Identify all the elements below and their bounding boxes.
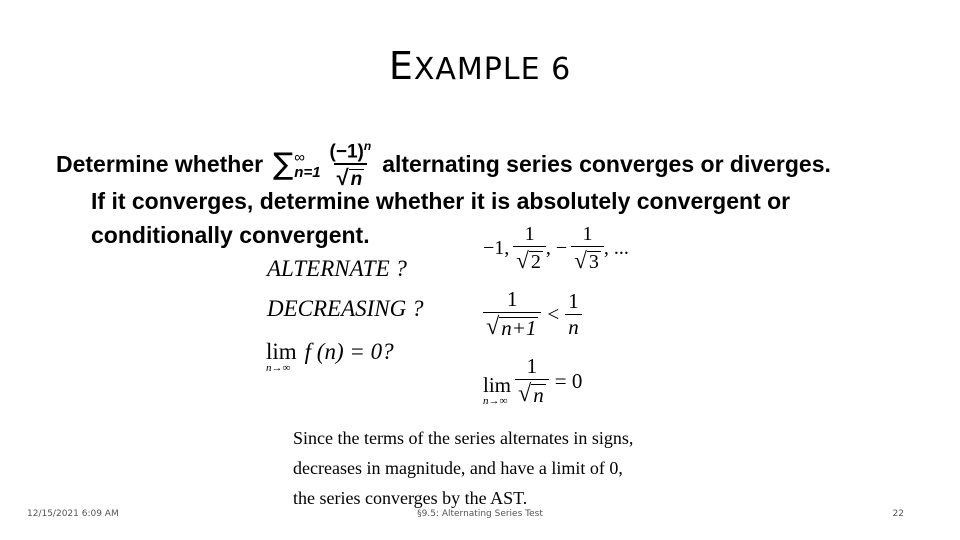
check-alternate: ALTERNATE ? [267, 256, 407, 281]
sigma-symbol: ∑ [273, 147, 294, 183]
check-limit-expr: f (n) = 0? [304, 339, 394, 364]
limit-result [483, 355, 582, 407]
inequality-right-num: 1 [568, 288, 579, 313]
terms-fraction-2: 1 √ 3 [571, 224, 604, 272]
terms-list [483, 224, 629, 272]
conclusion-line-3: the series converges by the AST. [293, 488, 528, 508]
terms-tail: , ... [603, 236, 629, 259]
limit-fraction-num: 1 [526, 353, 538, 378]
terms-separator: , − [545, 236, 568, 259]
slide-title [0, 44, 960, 88]
series-denominator: n [350, 169, 363, 191]
conclusion [293, 423, 633, 513]
inequality-right-den: n [565, 314, 582, 338]
terms-fraction-2-den: 3 [588, 251, 599, 273]
question-line-3: conditionally convergent. [91, 222, 370, 248]
inequality-left-den: n+1 [501, 316, 537, 341]
question-line-1 [56, 140, 831, 189]
check-limit-sub: n→∞ [266, 362, 291, 374]
footer-date: 12/15/2021 6:09 AM [27, 509, 119, 519]
inequality-left-num: 1 [506, 287, 518, 311]
conclusion-line-2: decreases in magnitude, and have a limit of 0, [293, 458, 623, 478]
series-numerator-exponent: n [363, 139, 372, 153]
question-suffix: alternating series converges or diverges. [382, 151, 831, 178]
footer-section: §9.5: Alternating Series Test [417, 509, 543, 519]
limit-fraction: 1 √ n [515, 356, 549, 406]
series-numerator: (−1) [329, 141, 364, 163]
inequality [483, 289, 582, 339]
terms-fraction-1-den: 2 [530, 251, 541, 273]
conclusion-line-1: Since the terms of the series alternates in signs, [293, 428, 634, 448]
limit-sub: n→∞ [483, 395, 508, 407]
sum-lower: n=1 [294, 163, 321, 181]
check-decreasing: DECREASING ? [267, 296, 424, 321]
title-first-letter: E [388, 44, 414, 88]
title-rest: XAMPLE 6 [413, 52, 572, 87]
terms-fraction-1: 1 √ 2 [513, 224, 546, 272]
terms-first: −1, [483, 236, 510, 259]
question-prefix: Determine whether [56, 151, 264, 178]
inequality-right [565, 288, 582, 339]
inequality-sign: < [547, 301, 560, 326]
terms-fraction-1-num: 1 [524, 223, 535, 245]
inequality-left: 1 √ n+1 [483, 289, 541, 339]
check-limit [266, 340, 394, 374]
sum-upper: ∞ [294, 148, 305, 166]
limit-label: lim [483, 373, 512, 397]
series-fraction: $(-1)^n$ √ n [329, 139, 372, 191]
series-expression [273, 140, 374, 189]
limit-fraction-den: n [533, 383, 544, 408]
terms-fraction-2-num: 1 [582, 223, 593, 245]
question-line-2: If it converges, determine whether it is absolutely convergent or [91, 188, 791, 214]
footer-page-number: 22 [892, 509, 904, 519]
check-limit-label: lim [266, 339, 297, 364]
limit-value: = 0 [554, 368, 583, 393]
